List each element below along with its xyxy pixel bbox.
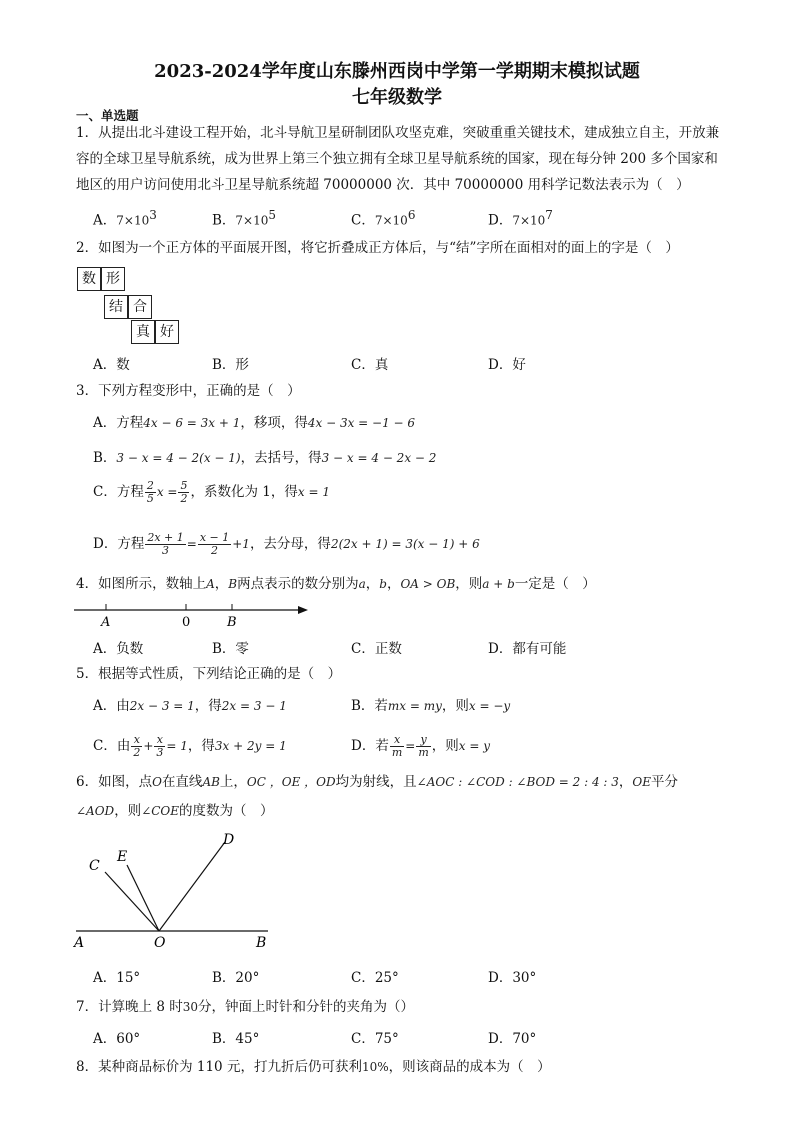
q7-option-b[interactable]: B．45° xyxy=(212,1031,260,1047)
net-face-6: 好 xyxy=(155,320,179,344)
question-7: 7．计算晚上 8 时30分，钟面上时针和分针的夹角为（） xyxy=(76,999,415,1015)
q1-option-d[interactable]: D．$7\times 10^7$ xyxy=(488,208,553,229)
net-face-4: 合 xyxy=(128,295,152,319)
q1-option-a[interactable]: A．$7\times 10^3$ xyxy=(93,208,157,229)
q2-option-a[interactable]: A．数 xyxy=(93,357,130,373)
q7-option-a[interactable]: A．60° xyxy=(93,1031,141,1047)
label-b: B xyxy=(256,935,267,951)
question-1: 1．从提出北斗建设工程开始，北斗导航卫星研制团队攻坚克难，突破重重关键技术，建成独立自主，开放兼容的全球卫星导航系统，成为世界上第三个独立拥有全球卫星导航系统的国家，现在每分钟 200 多个国家和地区的用户访问使用北斗卫星导航系统超 70000000 次．其中 70000000 用科学记数法表示为（ ） xyxy=(76,125,720,193)
q4-option-c[interactable]: C．正数 xyxy=(351,641,402,657)
ray-od xyxy=(159,842,225,931)
net-face-5: 真 xyxy=(131,320,155,344)
q7-option-c[interactable]: C．75° xyxy=(351,1031,399,1047)
q4-option-b[interactable]: B．零 xyxy=(212,641,249,657)
q3-option-d[interactable]: D．方程 $\frac{2x + 1}{3}$ = $\frac{x - 1}{2}$ +1，去分母，得2(2x + 1) = 3(x − 1) + 6 xyxy=(93,531,480,557)
net-face-3: 结 xyxy=(104,295,128,319)
q6-option-b[interactable]: B．20° xyxy=(212,970,260,986)
label-c: C xyxy=(89,858,100,874)
q3-option-a[interactable]: A．方程4x − 6 = 3x + 1，移项，得4x − 3x = −1 − 6 xyxy=(93,415,416,431)
angle-figure xyxy=(72,826,282,952)
q5-option-d[interactable]: D．若 $\frac{x}{m}$ = $\frac{y}{m}$ ，则x = y xyxy=(351,733,490,759)
label-d: D xyxy=(223,832,235,848)
question-6-line-2: ∠AOD，则∠COE的度数为（ ） xyxy=(76,803,274,819)
q4-option-d[interactable]: D．都有可能 xyxy=(488,641,567,657)
q6-option-d[interactable]: D．30° xyxy=(488,970,537,986)
number-line-figure xyxy=(72,598,312,630)
q5-option-b[interactable]: B．若mx = my，则x = −y xyxy=(351,698,511,714)
question-8: 8．某种商品标价为 110 元，打九折后仍可获利10%，则该商品的成本为（ ） xyxy=(76,1059,551,1075)
q2-option-c[interactable]: C．真 xyxy=(351,357,389,373)
exam-title: 2023-2024学年度山东滕州西岗中学第一学期期末模拟试题 xyxy=(154,61,640,82)
q2-option-d[interactable]: D．好 xyxy=(488,357,526,373)
q1-option-c[interactable]: C．$7\times 10^6$ xyxy=(351,208,416,229)
question-4: 4．如图所示，数轴上A，B两点表示的数分别为a，b，OA > OB，则a + b一定是（ ） xyxy=(76,576,596,592)
question-3: 3．下列方程变形中，正确的是（ ） xyxy=(76,383,301,399)
axis-label-a: A xyxy=(101,615,111,630)
question-2: 2．如图为一个正方体的平面展开图，将它折叠成正方体后，与“结”字所在面相对的面上的字是（ ） xyxy=(76,240,679,256)
label-e: E xyxy=(117,849,128,865)
q6-option-a[interactable]: A．15° xyxy=(93,970,141,986)
exam-subtitle: 七年级数学 xyxy=(352,87,442,108)
q6-option-c[interactable]: C．25° xyxy=(351,970,399,986)
q4-option-a[interactable]: A．负数 xyxy=(93,641,144,657)
q7-option-d[interactable]: D．70° xyxy=(488,1031,537,1047)
q2-option-b[interactable]: B．形 xyxy=(212,357,249,373)
net-face-1: 数 xyxy=(77,267,101,291)
label-o: O xyxy=(154,935,166,951)
ray-oc xyxy=(105,872,159,931)
axis-label-b: B xyxy=(227,615,237,630)
q5-option-a[interactable]: A．由2x − 3 = 1，得2x = 3 − 1 xyxy=(93,698,287,714)
question-5: 5．根据等式性质，下列结论正确的是（ ） xyxy=(76,666,342,682)
axis-label-zero: 0 xyxy=(182,615,191,630)
q1-option-b[interactable]: B．$7\times 10^5$ xyxy=(212,208,277,229)
q3-option-c[interactable]: C．方程 $\frac{2}{5}$ x = $\frac{5}{2}$ ，系数化为 1，得x = 1 xyxy=(93,479,330,505)
label-a: A xyxy=(74,935,85,951)
ray-oe xyxy=(127,865,159,931)
section-heading: 一、单选题 xyxy=(76,108,139,123)
question-6-line-1: 6．如图，点O在直线AB上，OC ，OE ，OD均为射线，且∠AOC : ∠COD : ∠BOD = 2 : 4 : 3，OE平分 xyxy=(76,774,679,790)
arrow-head-icon xyxy=(298,606,308,614)
net-face-2: 形 xyxy=(101,267,125,291)
q3-option-b[interactable]: B．3 − x = 4 − 2(x − 1)，去括号，得3 − x = 4 − 2x − 2 xyxy=(93,450,437,466)
q5-option-c[interactable]: C．由 $\frac{x}{2}$ + $\frac{x}{3}$ = 1，得3x + 2y = 1 xyxy=(93,733,287,759)
